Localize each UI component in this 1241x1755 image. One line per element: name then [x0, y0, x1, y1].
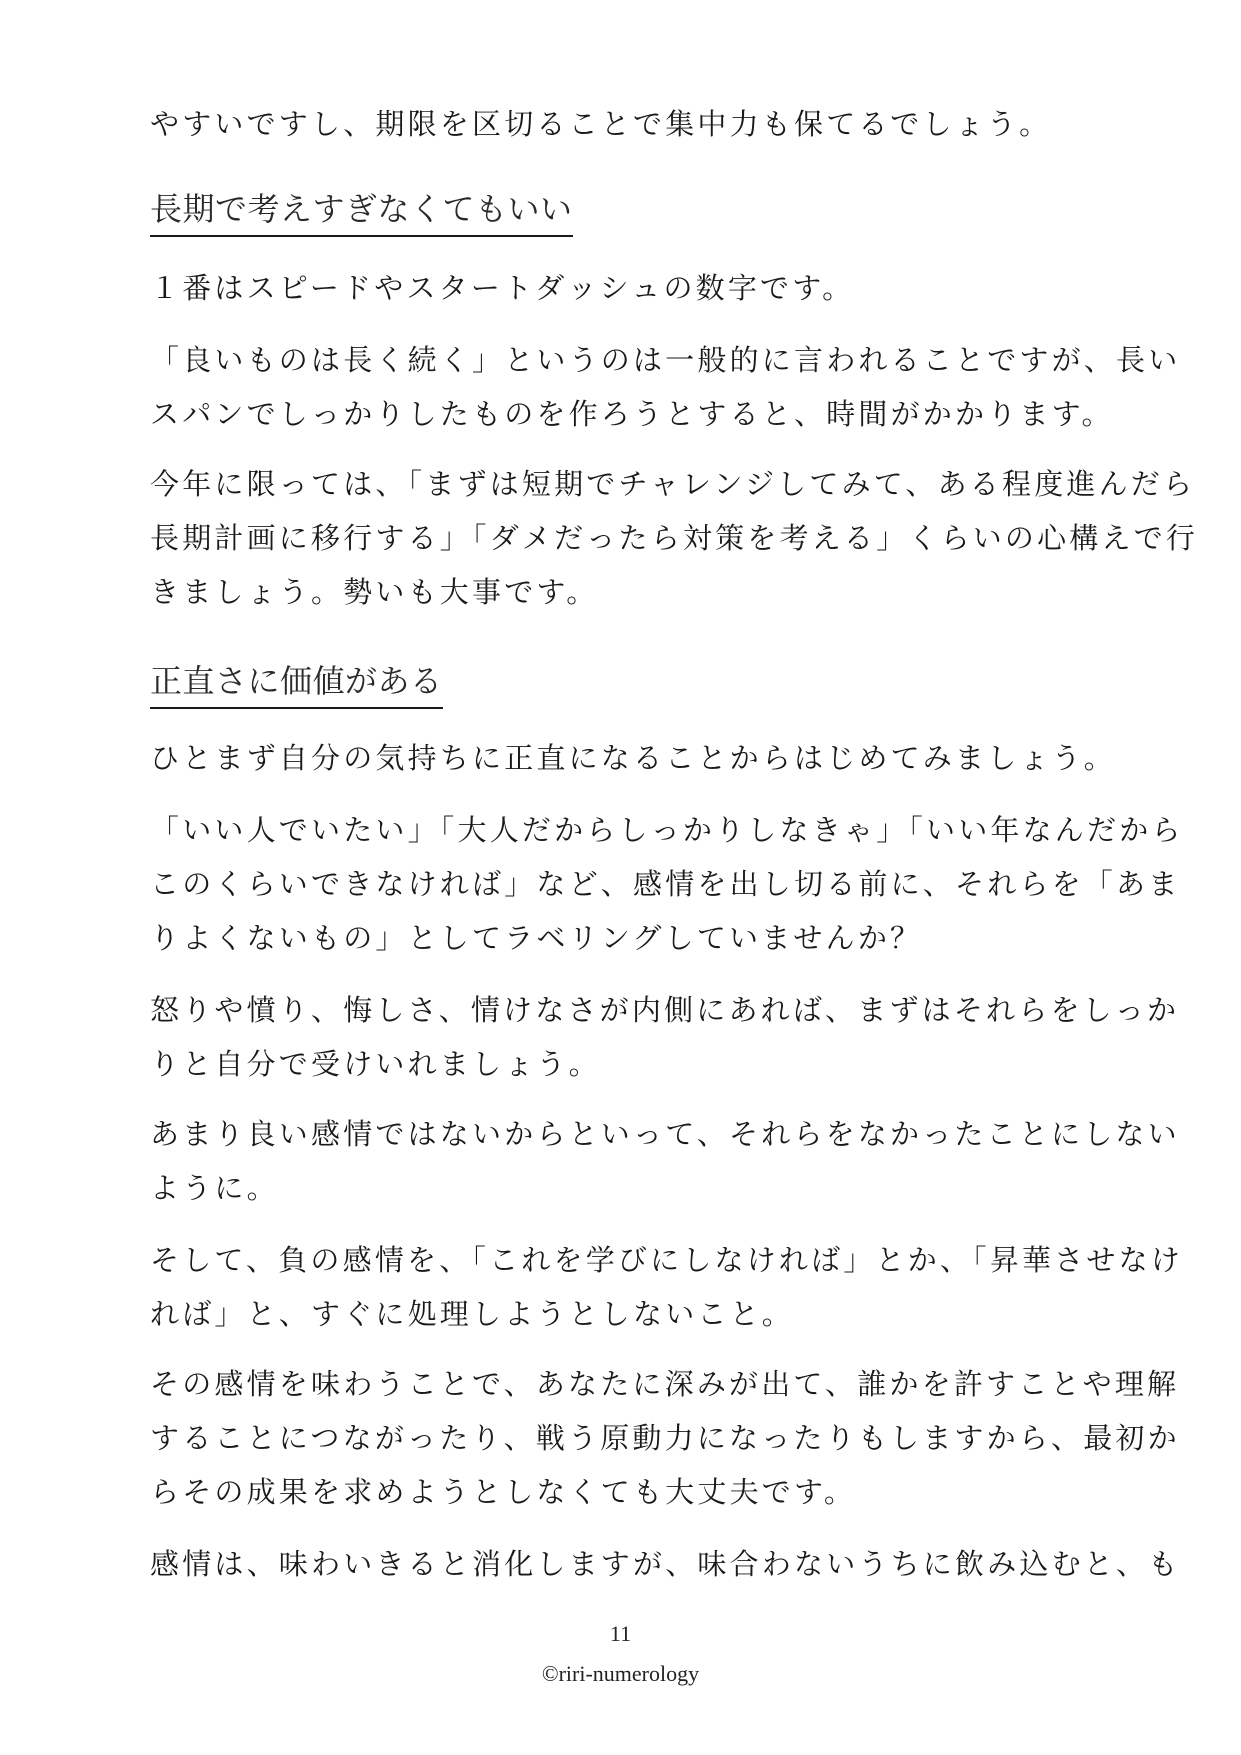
body-line: 「良いものは長く続く」というのは一般的に言われることですが、長い	[150, 343, 1181, 377]
body-line: りよくないもの」としてラベリングしていませんか？	[150, 921, 923, 955]
page-number: 11	[609, 1621, 632, 1646]
body-line: りと自分で受けいれましょう。	[150, 1047, 601, 1081]
copyright-notice: ©riri-numerology	[541, 1661, 700, 1686]
body-line: 「いい人でいたい」「大人だからしっかりしなきゃ」「いい年なんだから	[150, 813, 1184, 847]
body-line: このくらいできなければ」など、感情を出し切る前に、それらを「あま	[150, 867, 1181, 901]
body-line: スパンでしっかりしたものを作ろうとすると、時間がかかります。	[150, 397, 1114, 431]
body-line: 今年に限っては、「まずは短期でチャレンジしてみて、ある程度進んだら	[150, 467, 1196, 501]
body-line: らその成果を求めようとしなくても大丈夫です。	[150, 1475, 857, 1509]
body-line: きましょう。勢いも大事です。	[150, 575, 599, 609]
section-heading-long-term: 長期で考えすぎなくてもいい	[150, 188, 573, 237]
body-line: 長期計画に移行する」「ダメだったら対策を考える」くらいの心構えで行	[150, 521, 1199, 555]
body-line: れば」と、すぐに処理しようとしないこと。	[150, 1297, 795, 1331]
section-heading-honesty: 正直さに価値がある	[150, 660, 443, 709]
body-line: ように。	[150, 1171, 279, 1205]
body-line: やすいですし、期限を区切ることで集中力も保てるでしょう。	[150, 107, 1052, 141]
body-line: することにつながったり、戦う原動力になったりもしますから、最初か	[150, 1421, 1180, 1455]
body-line: １番はスピードやスタートダッシュの数字です。	[150, 271, 855, 305]
body-line: 怒りや憤り、悔しさ、情けなさが内側にあれば、まずはそれらをしっか	[150, 993, 1180, 1027]
body-line: そして、負の感情を、「これを学びにしなければ」とか、「昇華させなけ	[150, 1243, 1184, 1277]
body-line: あまり良い感情ではないからといって、それらをなかったことにしない	[150, 1117, 1180, 1151]
body-line: ひとまず自分の気持ちに正直になることからはじめてみましょう。	[150, 741, 1117, 775]
body-line: その感情を味わうことで、あなたに深みが出て、誰かを許すことや理解	[150, 1367, 1180, 1401]
body-line: 感情は、味わいきると消化しますが、味合わないうちに飲み込むと、も	[150, 1547, 1181, 1581]
